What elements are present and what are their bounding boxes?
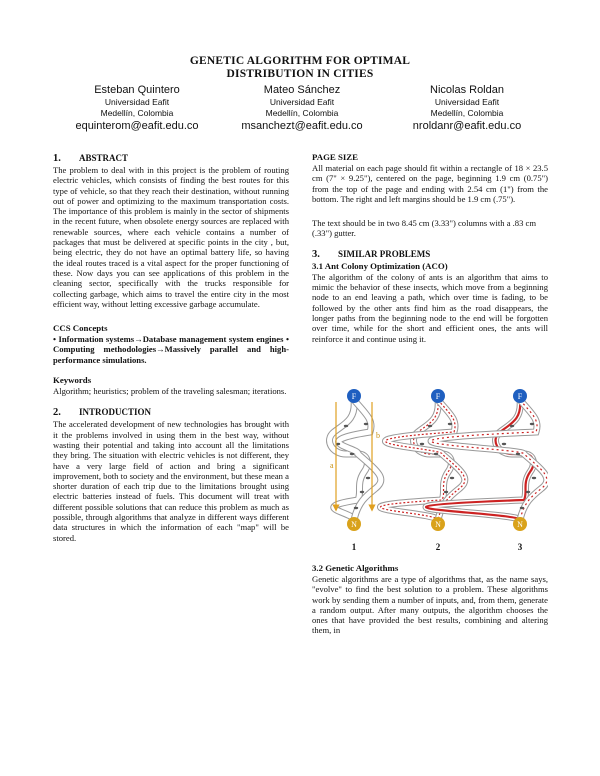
ant-icon (526, 491, 530, 493)
label-a: a (330, 461, 334, 470)
ant-icon (516, 453, 520, 455)
start-node-label: F (435, 392, 441, 401)
start-node-label: F (517, 392, 523, 401)
ant-icon (448, 423, 452, 425)
author-city: Medellín, Colombia (265, 108, 339, 118)
ant-icon (360, 491, 364, 493)
introduction-heading: 2. INTRODUCTION (53, 407, 152, 419)
ant-icon (420, 443, 424, 445)
ant-icon (502, 443, 506, 445)
aco-panel-1 (330, 389, 381, 552)
author-block-2 (217, 83, 387, 134)
aco-panel-3 (426, 389, 547, 552)
end-node-label: N (517, 520, 523, 529)
ant-icon (530, 423, 534, 425)
ant-icon (366, 477, 370, 479)
aco-text: The algorithm of the colony of ants is an algorithm that aims to mimic the behavior of these insects, which move from a beginning node to an end leaving a path, which over time is fading, to be followed by the other ants find him as the road disappears, the longer paths from the beginning node to the end will be forgotten over time, while for the short and efficient ones, the ants will reinforce it and continue using it. (312, 271, 548, 344)
ant-icon (532, 477, 536, 479)
right-column-lower (312, 563, 548, 636)
ant-icon (344, 425, 348, 427)
keywords-heading: Keywords (53, 375, 92, 386)
ant-icon (520, 507, 524, 509)
end-node-label: N (435, 520, 441, 529)
ant-icon (364, 423, 368, 425)
paper-title-line2: DISTRIBUTION IN CITIES (226, 68, 374, 80)
author-affiliation: Universidad Eafit (434, 97, 500, 107)
page-size-heading: PAGE SIZE (312, 152, 359, 162)
genetic-heading: 3.2 Genetic Algorithms (312, 563, 399, 573)
ant-icon (428, 425, 432, 427)
similar-problems-heading: 3. SIMILAR PROBLEMS (312, 248, 431, 260)
ant-icon (510, 425, 514, 427)
ant-icon (354, 507, 358, 509)
author-name: Esteban Quintero (94, 84, 180, 96)
page-size-text: All material on each page should fit within a rectangle of 18 × 23.5 cm (7" × 9.25"), centered on the page, beginning 1.9 cm (0.75") from the top of the page and ending with 2.54 cm (1") from the bottom. The right and left margins should be 1.9 cm (.75"). (312, 163, 548, 204)
end-node-label: N (351, 520, 357, 529)
panel-number: 1 (351, 542, 357, 552)
ant-icon (444, 491, 448, 493)
author-email: equinterom@eafit.edu.co (75, 120, 199, 132)
author-affiliation: Universidad Eafit (269, 97, 335, 107)
abstract-text: The problem to deal with in this project is the problem of routing electric vehicles, which consists of finding the best routes for this type of vehicle, so that they reach their destination, without running out of power and optimizing to the maximum transportation costs. The importance of this problem is mainly in the sector of shipments in the recent future, when obsolete energy sources are replaced with renewable sources, where each vehicle contains a number of packages that must be delivered at specific points in the city , but, being electric, they do not have an optimal battery life, so having the ideal routes traced is a vital aspect for the proper functioning of these. Now days you can see applications of this problem in the cleaning sector, specifically with the trucks responsible for collecting garbage, which aims to travel the entire city in the most efficient way, without letting excessive garbage accumulate. (53, 165, 289, 309)
author-city: Medellín, Colombia (100, 108, 174, 118)
abstract-heading: 1. ABSTRACT (53, 153, 129, 164)
author-city: Medellín, Colombia (430, 108, 504, 118)
ant-icon (434, 453, 438, 455)
gutter-text: The text should be in two 8.45 cm (3.33") columns with a .83 cm (.33") gutter. (312, 218, 537, 239)
start-node-label: F (351, 392, 357, 401)
author-name: Mateo Sánchez (263, 84, 341, 96)
author-block-1 (52, 83, 222, 134)
ant-icon (450, 477, 454, 479)
author-email: msanchezt@eafit.edu.co (241, 120, 363, 132)
author-block-3 (382, 83, 552, 134)
author-affiliation: Universidad Eafit (104, 97, 170, 107)
aco-heading: 3.1 Ant Colony Optimization (ACO) (312, 260, 448, 271)
aco-figure (306, 380, 548, 556)
ccs-text: • Information systems→Database management system engines • Computing methodologies→Massively parallel and high-performance simulations. (53, 334, 289, 365)
panel-number: 2 (435, 542, 441, 552)
ccs-heading: CCS Concepts (53, 323, 108, 334)
genetic-text: Genetic algorithms are a type of algorithms that, as the name says, "evolve" to find the best solution to a problem. These algorithms work by sending them a number of inputs, and, from them, generate a random output. After many outputs, the algorithm chooses the ones that have provided the best results, combining and altering them, in (312, 574, 548, 636)
ant-icon (350, 453, 354, 455)
aco-panel-2 (381, 389, 465, 552)
author-name: Nicolas Roldan (430, 84, 504, 96)
left-column (53, 152, 289, 543)
introduction-text: The accelerated development of new technologies has brought with it the problems involved in using them in the best way, without wasting their potential and taking into account all the limitations they bring. The situation with electric vehicles is not different, they have a very large field of action and bring a significant improvement, both to society and the environment, but these mean a shorter duration of each trip due to the limitations brought using electric batteries instead of fuels. This document will treat with different possible solutions that can reduce this problem as much as possible, through algorithms that analyze in different ways different data structures in which the information of each "map" will be stored. (53, 419, 289, 543)
label-b: b (376, 431, 380, 440)
keywords-text: Algorithm; heuristics; problem of the traveling salesman; iterations. (53, 386, 287, 397)
author-email: nroldanr@eafit.edu.co (412, 120, 522, 132)
paper-title-line1: GENETIC ALGORITHM FOR OPTIMAL (189, 55, 411, 67)
right-column (312, 152, 548, 344)
panel-number: 3 (517, 542, 523, 552)
